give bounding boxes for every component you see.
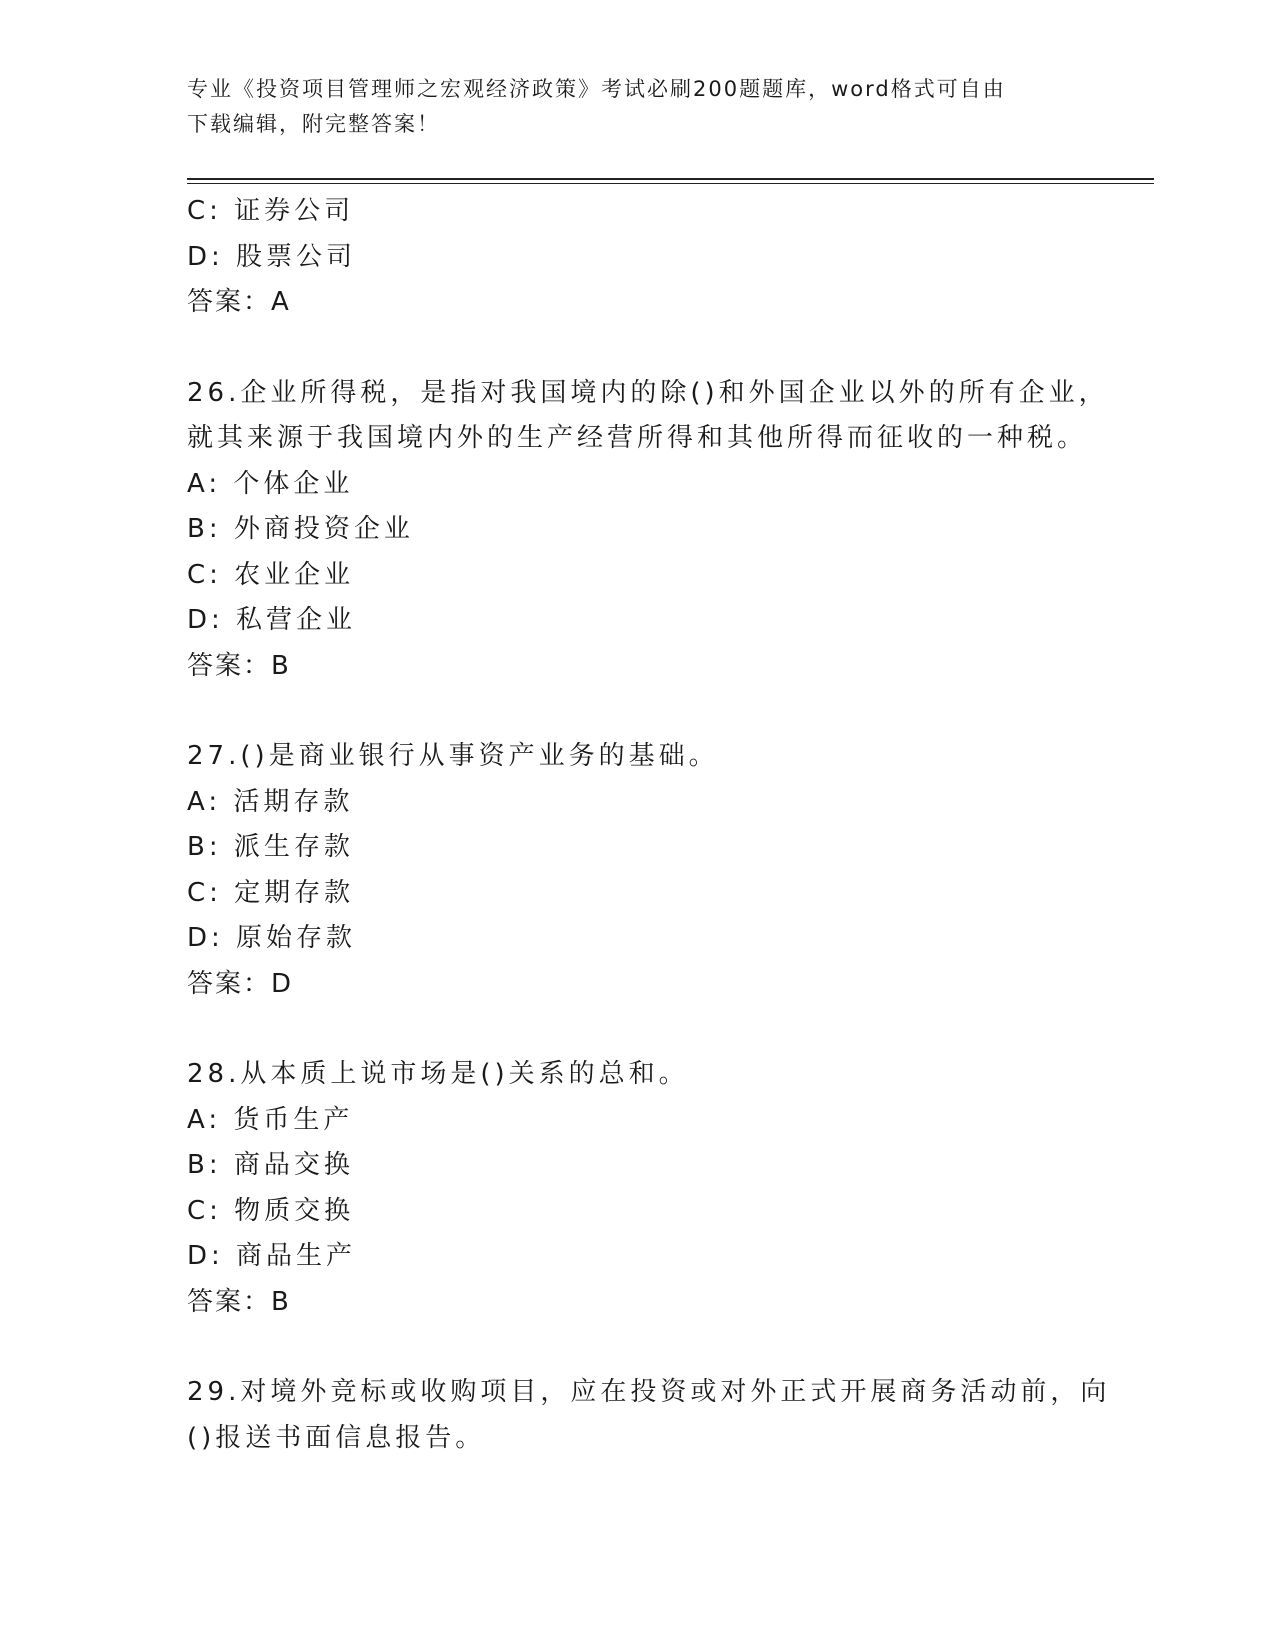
header-title-line-1: 专业《投资项目管理师之宏观经济政策》考试必刷200题题库，word格式可自由 (187, 77, 1006, 101)
question-27 (187, 734, 1087, 1007)
question-stem-line: 就其来源于我国境内外的生产经营所得和其他所得而征收的一种税。 (187, 423, 1088, 453)
option-d: D: 商品生产 (187, 1241, 357, 1271)
option-b: B: 商品交换 (187, 1150, 354, 1180)
option-a: A: 活期存款 (187, 786, 354, 817)
question-stem-line: 29.对境外竞标或收购项目，应在投资或对外正式开展商务活动前，向 (187, 1377, 1111, 1407)
option-a: A: 货币生产 (187, 1104, 354, 1135)
question-29 (187, 1370, 1111, 1461)
option-c: C: 物质交换 (187, 1195, 355, 1226)
header-title-line-2: 下载编辑，附完整答案！ (187, 112, 440, 136)
document-body (187, 189, 1111, 1461)
option-b: B: 外商投资企业 (187, 514, 414, 544)
question-28 (187, 1052, 1087, 1325)
answer-line: 答案：B (187, 1286, 291, 1317)
option-b: B: 派生存款 (187, 832, 354, 862)
option-d: D: 原始存款 (187, 923, 357, 953)
question-26 (187, 371, 1109, 690)
option-c: C: 定期存款 (187, 877, 355, 908)
option-d: D: 股票公司 (187, 241, 357, 272)
question-stem-line: 28.从本质上说市场是()关系的总和。 (187, 1059, 689, 1089)
document-header (187, 72, 1067, 142)
header-rule-thick (187, 178, 1154, 180)
question-stem-line: ()报送书面信息报告。 (187, 1422, 486, 1453)
header-rule-thin (187, 183, 1154, 184)
option-d: D: 私营企业 (187, 605, 357, 635)
option-c: C: 证券公司 (187, 196, 355, 226)
answer-line: 答案：B (187, 650, 291, 681)
question-spacer (187, 326, 1087, 371)
question-stem-line: 26.企业所得税，是指对我国境内的除()和外国企业以外的所有企业， (187, 377, 1109, 408)
question-spacer (187, 1007, 1087, 1052)
answer-line: 答案：A (187, 287, 291, 317)
option-a: A: 个体企业 (187, 468, 354, 499)
answer-line: 答案：D (187, 968, 294, 999)
option-c: C: 农业企业 (187, 559, 355, 590)
question-spacer (187, 1325, 1087, 1370)
question-spacer (187, 689, 1087, 734)
question-stem-line: 27.()是商业银行从事资产业务的基础。 (187, 741, 719, 771)
question-25-continuation (187, 189, 1087, 326)
